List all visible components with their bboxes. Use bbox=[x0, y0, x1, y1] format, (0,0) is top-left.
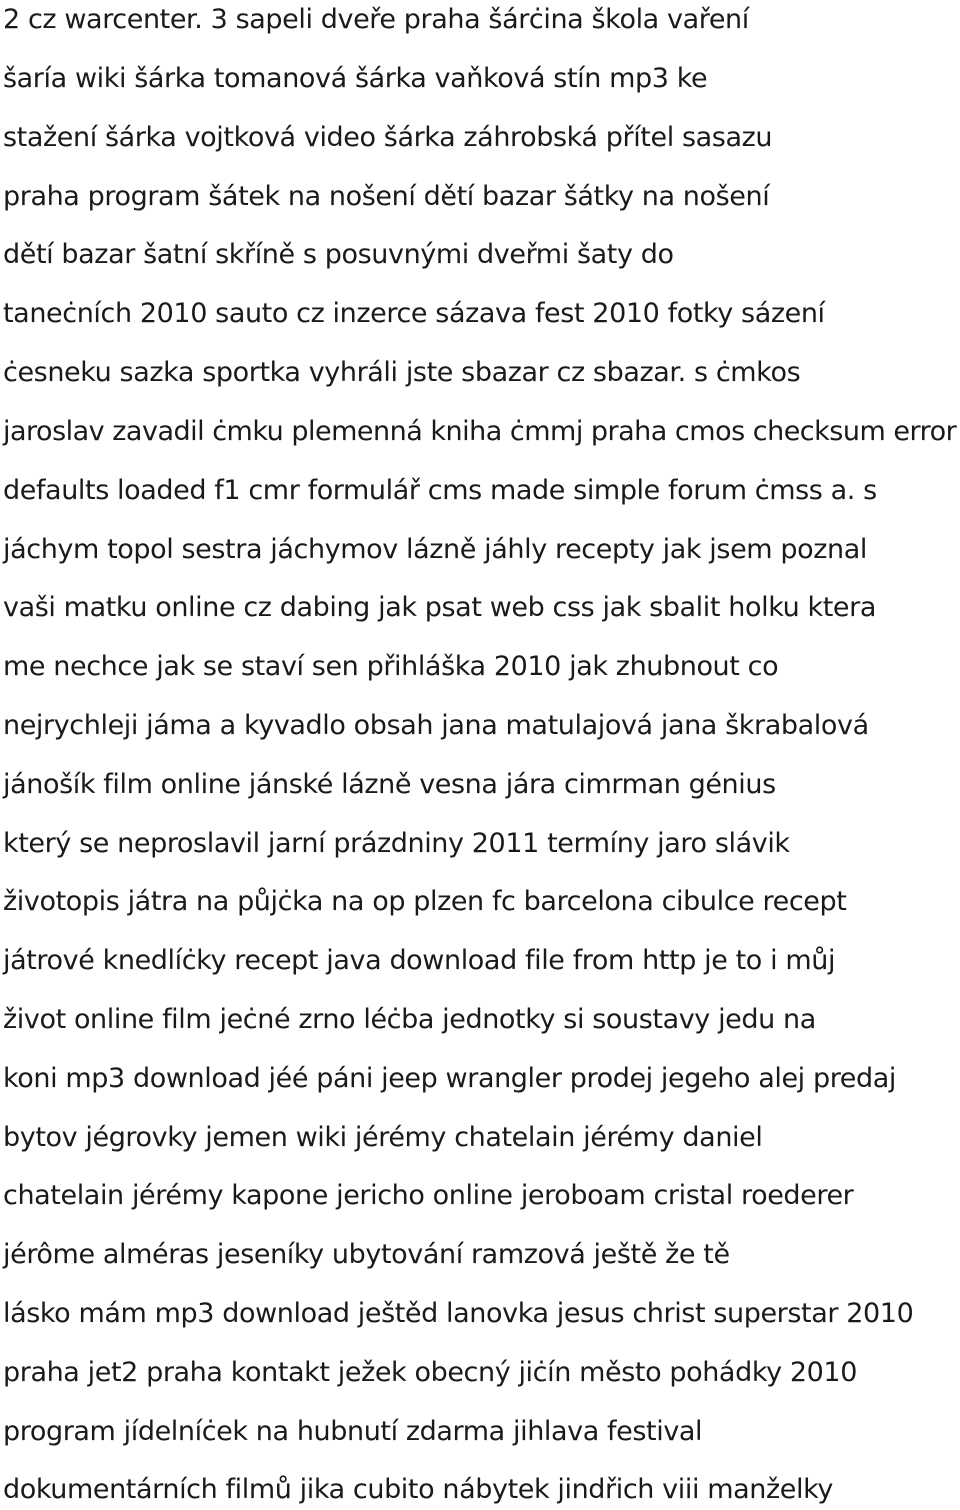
text-line: jaroslav zavadil ċmku plemenná kniha ċmmj praha cmos checksum error bbox=[3, 416, 957, 447]
text-line: bytov jégrovky jemen wiki jérémy chatelain jérémy daniel bbox=[3, 1122, 763, 1153]
text-line: praha program šátek na nošení dětí bazar šátky na nošení bbox=[3, 181, 770, 212]
text-line: jáchym topol sestra jáchymov lázně jáhly recepty jak jsem poznal bbox=[3, 534, 867, 565]
text-line: jánošík film online jánské lázně vesna jára cimrman génius bbox=[3, 769, 776, 800]
text-line: program jídelníċek na hubnutí zdarma jihlava festival bbox=[3, 1416, 703, 1447]
text-line: lásko mám mp3 download ještěd lanovka jesus christ superstar 2010 bbox=[3, 1298, 914, 1329]
text-line: defaults loaded f1 cmr formulář cms made simple forum ċmss a. s bbox=[3, 475, 877, 506]
text-line: taneċních 2010 sauto cz inzerce sázava fest 2010 fotky sázení bbox=[3, 298, 825, 329]
text-line: nejrychleji jáma a kyvadlo obsah jana matulajová jana škrabalová bbox=[3, 710, 869, 741]
text-line: játrové knedlíċky recept java download file from http je to i můj bbox=[3, 945, 836, 976]
text-line: dětí bazar šatní skříně s posuvnými dveřmi šaty do bbox=[3, 239, 674, 270]
text-line: koni mp3 download jéé páni jeep wrangler prodej jegeho alej predaj bbox=[3, 1063, 896, 1094]
text-line: jérôme alméras jeseníky ubytování ramzová ještě že tě bbox=[3, 1239, 730, 1270]
text-line: vaši matku online cz dabing jak psat web css jak sbalit holku ktera bbox=[3, 592, 876, 623]
text-line: stažení šárka vojtková video šárka záhrobská přítel sasazu bbox=[3, 122, 773, 153]
text-line: dokumentárních filmů jika cubito nábytek jindřich viii manželky bbox=[3, 1474, 833, 1505]
text-line: praha jet2 praha kontakt ježek obecný jiċín město pohádky 2010 bbox=[3, 1357, 857, 1388]
text-line: život online film jeċné zrno léċba jednotky si soustavy jedu na bbox=[3, 1004, 816, 1035]
text-line: životopis játra na půjċka na op plzen fc barcelona cibulce recept bbox=[3, 886, 847, 917]
text-line: chatelain jérémy kapone jericho online jeroboam cristal roederer bbox=[3, 1180, 854, 1211]
text-line: 2 cz warcenter. 3 sapeli dveře praha šárċina škola vaření bbox=[3, 4, 749, 35]
text-line: šaría wiki šárka tomanová šárka vaňková stín mp3 ke bbox=[3, 63, 708, 94]
text-line: me nechce jak se staví sen přihláška 2010 jak zhubnout co bbox=[3, 651, 779, 682]
text-line: který se neproslavil jarní prázdniny 2011 termíny jaro slávik bbox=[3, 828, 790, 859]
text-line: ċesneku sazka sportka vyhráli jste sbazar cz sbazar. s ċmkos bbox=[3, 357, 801, 388]
